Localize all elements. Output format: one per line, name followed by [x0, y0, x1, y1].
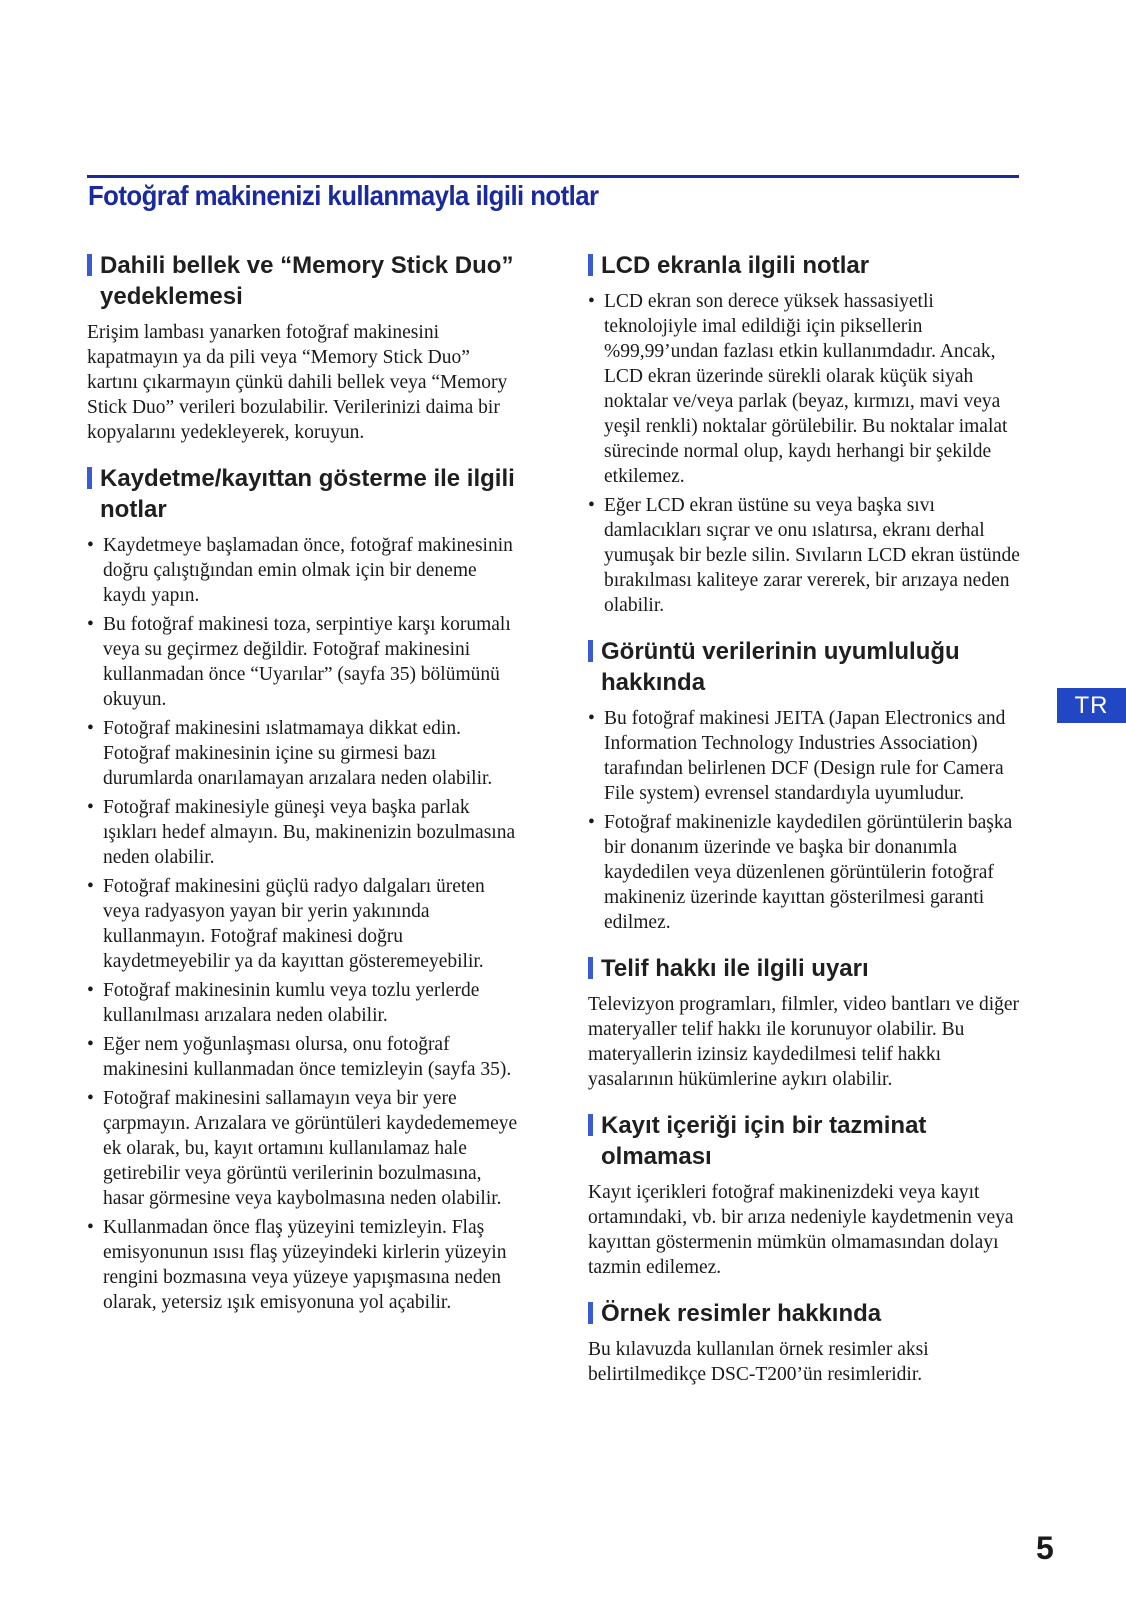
list-item-text: Fotoğraf makinesinin kumlu veya tozlu yerlerde kullanılması arızalara neden olabilir.: [103, 980, 480, 1026]
section-paragraph: Kayıt içerikleri fotoğraf makinenizdeki veya kayıt ortamındaki, vb. bir arıza nedeniyle kaydetmenin veya kayıttan göstermenin mümkün olmamasından dolayı tazmin edilemez.: [588, 1182, 1014, 1278]
list-item: [87, 612, 523, 712]
section-sample-images: [588, 1298, 1024, 1387]
list-item-text: Fotoğraf makinesini ıslatmamaya dikkat edin. Fotoğraf makinesinin içine su girmesi bazı durumlarda onarılamayan arızalara neden olabilir.: [103, 718, 493, 789]
list-item-text: Eğer LCD ekran üstüne su veya başka sıvı damlacıkları sıçrar ve onu ıslatırsa, ekranı derhal yumuşak bir bezle silin. Sıvıların LCD ekran üstünde bırakılması kaliteye zarar vererek, bir arızaya neden olabilir.: [604, 495, 1020, 616]
heading-bar-marker: [588, 640, 593, 662]
bullet-icon: •: [87, 876, 94, 897]
bullet-icon: •: [588, 708, 595, 729]
list-item-text: Eğer nem yoğunlaşması olursa, onu fotoğraf makinesini kullanmadan önce temizleyin (sayfa 35).: [103, 1034, 512, 1080]
language-tab: TR: [1057, 688, 1126, 723]
section-no-compensation: [588, 1110, 1024, 1280]
title-rule: [87, 175, 1019, 178]
section-heading-text: Kayıt içeriği için bir tazminat olmaması: [601, 1112, 927, 1170]
section-image-compatibility: [588, 636, 1024, 935]
section-heading-text: Telif hakkı ile ilgili uyarı: [601, 955, 869, 982]
section-paragraph: Televizyon programları, filmler, video bantları ve diğer materyaller telif hakkı ile korunuyor olabilir. Bu materyallerin izinsiz kaydedilmesi telif hakkı yasalarının hükümlerine aykırı olabilir.: [588, 994, 1020, 1090]
section-heading: [588, 636, 1024, 698]
section-heading: [588, 953, 1024, 984]
bullet-icon: •: [87, 1088, 94, 1109]
heading-bar-marker: [87, 254, 92, 276]
section-heading: [588, 250, 1024, 281]
left-column: [87, 250, 523, 1333]
list-item-text: Fotoğraf makinesini sallamayın veya bir yere çarpmayın. Arızalara ve görüntüleri kaydedememeye ek olarak, bu, kayıt ortamını kullanılamaz hale getirebilir veya görüntü verilerinin bozulmasına, hasar görmesine veya kaybolmasına neden olabilir.: [103, 1088, 518, 1209]
section-heading: [87, 463, 523, 525]
section-paragraph: Erişim lambası yanarken fotoğraf makinesini kapatmayın ya da pili veya “Memory Stick Duo” kartını çıkarmayın çünkü dahili bellek veya “Memory Stick Duo” verileri bozulabilir. Verilerinizi daima bir kopyalarını yedekleyerek, koruyun.: [87, 322, 508, 443]
section-heading: [87, 250, 523, 312]
list-item: [87, 533, 523, 608]
list-item: [87, 795, 523, 870]
bullet-list: [588, 289, 1024, 618]
list-item: [588, 810, 1024, 935]
list-item: [588, 493, 1024, 618]
section-heading-text: Kaydetme/kayıttan gösterme ile ilgili notlar: [100, 465, 515, 523]
section-internal-memory-backup: [87, 250, 523, 445]
bullet-icon: •: [87, 535, 94, 556]
section-heading-text: Görüntü verilerinin uyumluluğu hakkında: [601, 638, 960, 696]
list-item: [87, 1215, 523, 1315]
bullet-icon: •: [588, 495, 595, 516]
heading-bar-marker: [588, 957, 593, 979]
bullet-list: [588, 706, 1024, 935]
section-recording-playback-notes: [87, 463, 523, 1315]
heading-bar-marker: [588, 1302, 593, 1324]
section-heading-text: Örnek resimler hakkında: [601, 1300, 882, 1327]
heading-bar-marker: [87, 467, 92, 489]
list-item-text: Bu fotoğraf makinesi toza, serpintiye karşı korumalı veya su geçirmez değildir. Fotoğraf makinesini kullanmadan önce “Uyarılar” (sayfa 35) bölümünü okuyun.: [103, 614, 511, 710]
list-item-text: Kaydetmeye başlamadan önce, fotoğraf makinesinin doğru çalıştığından emin olmak için bir deneme kaydı yapın.: [103, 535, 513, 606]
bullet-icon: •: [87, 614, 94, 635]
section-paragraph: Bu kılavuzda kullanılan örnek resimler aksi belirtilmedikçe DSC-T200’ün resimleridir.: [588, 1339, 929, 1385]
bullet-icon: •: [87, 1217, 94, 1238]
bullet-icon: •: [588, 812, 595, 833]
section-copyright-warning: [588, 953, 1024, 1092]
list-item: [588, 289, 1024, 489]
list-item: [87, 1086, 523, 1211]
list-item-text: Bu fotoğraf makinesi JEITA (Japan Electronics and Information Technology Industries Association) tarafından belirlenen DCF (Design rule for Camera File system) evrensel standardıyla uyumludur.: [604, 708, 1006, 804]
list-item-text: Fotoğraf makinenizle kaydedilen görüntülerin başka bir donanım üzerinde ve başka bir donanımla kaydedilen veya düzenlenen görüntülerin fotoğraf makineniz üzerinde kayıttan gösterilmesi garanti edilmez.: [604, 812, 1013, 933]
list-item: [87, 1032, 523, 1082]
bullet-icon: •: [87, 980, 94, 1001]
section-heading-text: Dahili bellek ve “Memory Stick Duo” yedeklemesi: [100, 252, 514, 310]
section-heading: [588, 1110, 1024, 1172]
bullet-icon: •: [87, 1034, 94, 1055]
list-item: [87, 978, 523, 1028]
bullet-icon: •: [87, 797, 94, 818]
page-number: 5: [1036, 1530, 1054, 1566]
section-lcd-notes: [588, 250, 1024, 618]
bullet-list: [87, 533, 523, 1315]
bullet-icon: •: [588, 291, 595, 312]
list-item: [588, 706, 1024, 806]
list-item: [87, 716, 523, 791]
list-item-text: Fotoğraf makinesini güçlü radyo dalgaları üreten veya radyasyon yayan bir yerin yakınında kullanmayın. Fotoğraf makinesi doğru kaydetmeyebilir ya da kayıttan gösteremeyebilir.: [103, 876, 485, 972]
page-title: Fotoğraf makinenizi kullanmayla ilgili notlar: [88, 180, 599, 211]
list-item-text: Fotoğraf makinesiyle güneşi veya başka parlak ışıkları hedef almayın. Bu, makinenizin bozulmasına neden olabilir.: [103, 797, 516, 868]
section-heading: [588, 1298, 1024, 1329]
right-column: [588, 250, 1024, 1405]
bullet-icon: •: [87, 718, 94, 739]
heading-bar-marker: [588, 254, 593, 276]
heading-bar-marker: [588, 1114, 593, 1136]
list-item-text: Kullanmadan önce flaş yüzeyini temizleyin. Flaş emisyonunun ısısı flaş yüzeyindeki kirlerin yüzeyin rengini bozmasına veya yüzeye yapışmasına neden olarak, yetersiz ışık emisyonuna yol açabilir.: [103, 1217, 507, 1313]
list-item: [87, 874, 523, 974]
list-item-text: LCD ekran son derece yüksek hassasiyetli teknolojiyle imal edildiği için piksellerin %99,99’undan fazlası etkin kullanımdadır. Ancak, LCD ekran üzerinde sürekli olarak küçük siyah noktalar ve/veya parlak (beyaz, kırmızı, mavi veya yeşil renkli) noktalar görülebilir. Bu noktalar imalat sürecinde normal olup, kaydı herhangi bir şekilde etkilemez.: [604, 291, 1008, 487]
section-heading-text: LCD ekranla ilgili notlar: [601, 252, 870, 279]
